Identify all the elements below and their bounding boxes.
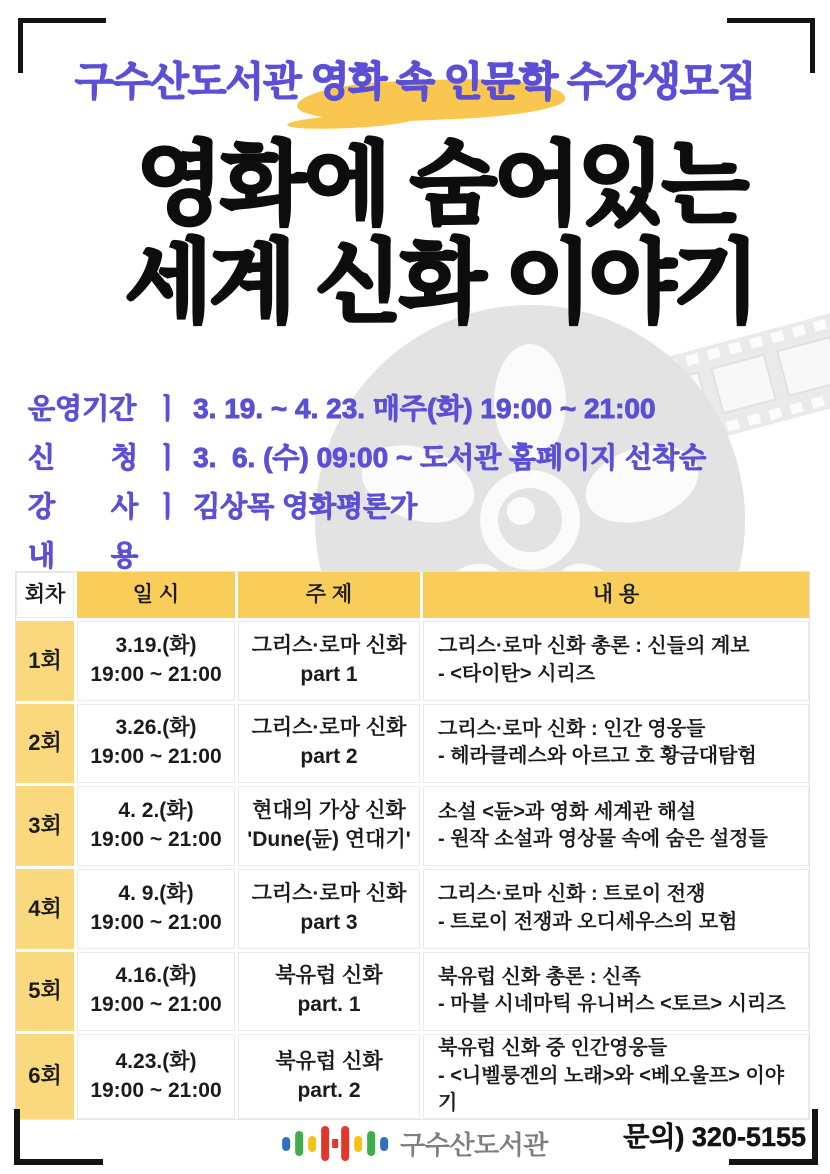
contact-phone: 문의) 320-5155 — [623, 1122, 806, 1152]
main-title-line2: 세계 신화 이야기 — [125, 233, 757, 333]
library-logo — [282, 1125, 548, 1162]
row5-number: 5회 — [16, 952, 74, 1032]
main-title-line1: 영화에 숨어있는 — [136, 135, 746, 235]
row2-topic: 그리스·로마 신화 part 2 — [238, 704, 420, 784]
info-line-lecturer: 강 사 ㅣ 김상목 영화평론가 — [28, 490, 418, 522]
info-line-apply: 신 청 ㅣ 3. 6. (수) 09:00 ~ 도서관 홈페이지 선착순 — [28, 441, 707, 473]
table-header-content: 내 용 — [423, 572, 809, 618]
row6-number: 6회 — [16, 1034, 74, 1119]
row1-datetime: 3.19.(화) 19:00 ~ 21:00 — [77, 621, 235, 701]
row2-number: 2회 — [16, 704, 74, 784]
schedule-table — [15, 571, 810, 1120]
library-logo-icon — [282, 1126, 388, 1161]
row4-content: 그리스·로마 신화 : 트로이 전쟁 - 트로이 전쟁과 오디세우스의 모험 — [423, 869, 809, 949]
row4-number: 4회 — [16, 869, 74, 949]
corner-bracket-top-left — [18, 18, 106, 73]
corner-bracket-top-right — [727, 18, 815, 73]
row6-datetime: 4.23.(화) 19:00 ~ 21:00 — [77, 1034, 235, 1119]
row2-content: 그리스·로마 신화 : 인간 영웅들 - 헤라클레스와 아르고 호 황금대탐험 — [423, 704, 809, 784]
recruit-banner — [0, 50, 830, 107]
table-header-datetime: 일 시 — [77, 572, 235, 618]
row3-topic: 현대의 가상 신화 'Dune(듄) 연대기' — [238, 786, 420, 866]
row3-content: 소설 <듄>과 영화 세계관 해설 - 원작 소설과 영상물 속에 숨은 설정들 — [423, 786, 809, 866]
banner-highlighted-text: 영화 속 인문학 — [310, 60, 557, 104]
row1-number: 1회 — [16, 621, 74, 701]
corner-bracket-bottom-left — [14, 1109, 103, 1165]
row6-topic: 북유럽 신화 part. 2 — [238, 1034, 420, 1119]
banner-prefix: 구수산도서관 — [74, 60, 311, 104]
row4-topic: 그리스·로마 신화 part 3 — [238, 869, 420, 949]
row6-content: 북유럽 신화 중 인간영웅들 - <니벨룽겐의 노래>와 <베오울프> 이야기 — [423, 1034, 809, 1119]
row5-topic: 북유럽 신화 part. 1 — [238, 952, 420, 1032]
row5-content: 북유럽 신화 총론 : 신족 - 마블 시네마틱 유니버스 <토르> 시리즈 — [423, 952, 809, 1032]
library-name: 구수산도서관 — [400, 1130, 548, 1160]
row3-number: 3회 — [16, 786, 74, 866]
info-line-period: 운영기간 ㅣ 3. 19. ~ 4. 23. 매주(화) 19:00 ~ 21:00 — [28, 392, 656, 424]
row1-topic: 그리스·로마 신화 part 1 — [238, 621, 420, 701]
table-header-round: 회차 — [16, 572, 74, 618]
row2-datetime: 3.26.(화) 19:00 ~ 21:00 — [77, 704, 235, 784]
row1-content: 그리스·로마 신화 총론 : 신들의 계보 - <타이탄> 시리즈 — [423, 621, 809, 701]
info-line-contents: 내 용 — [28, 539, 139, 571]
row4-datetime: 4. 9.(화) 19:00 ~ 21:00 — [77, 869, 235, 949]
table-header-topic: 주 제 — [238, 572, 420, 618]
course-info — [28, 382, 810, 578]
row5-datetime: 4.16.(화) 19:00 ~ 21:00 — [77, 952, 235, 1032]
row3-datetime: 4. 2.(화) 19:00 ~ 21:00 — [77, 786, 235, 866]
main-title — [0, 136, 830, 332]
banner-suffix: 수강생모집 — [556, 60, 756, 104]
